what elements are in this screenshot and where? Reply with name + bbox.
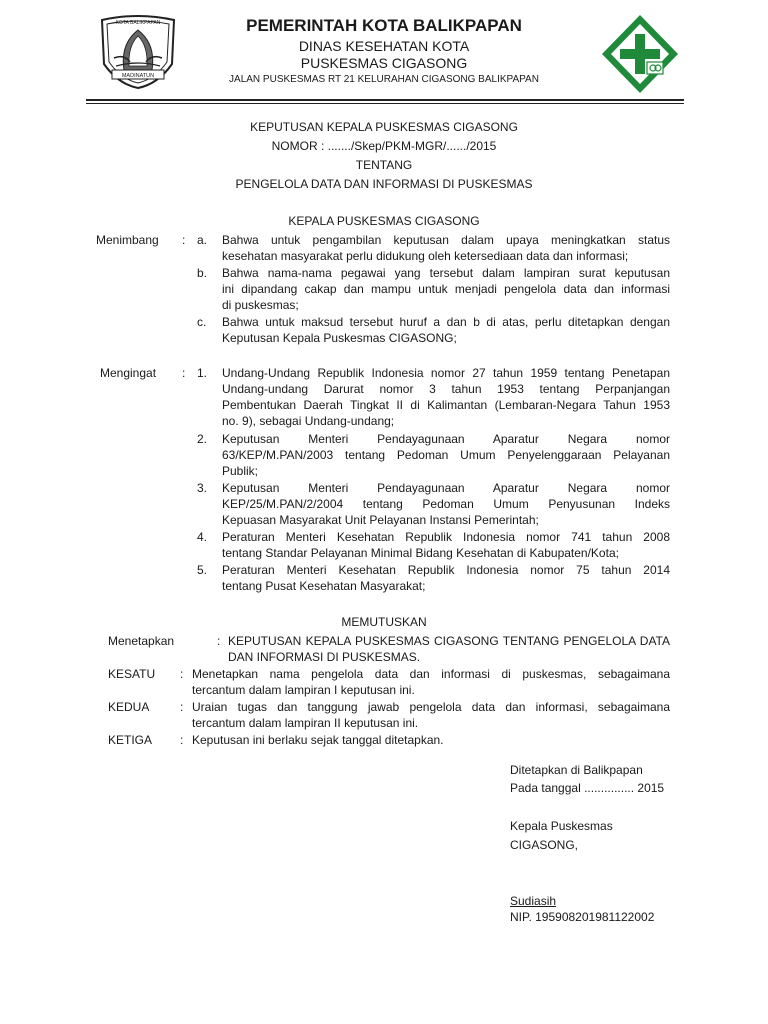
mengingat-marker: 2. (197, 432, 208, 446)
menimbang-marker: b. (197, 266, 208, 280)
letterhead-rule-thin (86, 103, 684, 104)
menimbang-marker: c. (197, 315, 207, 329)
memutuskan-colon: : (180, 733, 184, 747)
menimbang-marker: a. (197, 233, 208, 247)
letterhead-line1: PEMERINTAH KOTA BALIKPAPAN (246, 16, 522, 35)
mengingat-line: Undang-Undang Republik Indonesia nomor 27 tahun 1959 tentang Penetapan (222, 366, 670, 380)
letterhead-line2: DINAS KESEHATAN KOTA (298, 38, 470, 54)
mengingat-line: 63/KEP/M.PAN/2003 tentang Pedoman Umum Penyelenggaraan Pelayanan (222, 448, 670, 462)
crest-ring-text: KOTA BALIKPAPAN (115, 20, 161, 26)
mengingat-line: Pembentukan Daerah Tingkat II di Kalimantan (Lembaran-Negara Tahun 1953 (222, 398, 670, 412)
mengingat-marker: 5. (197, 563, 208, 577)
mengingat-line: tentang Pusat Kesehatan Masyarakat; (222, 579, 426, 593)
menimbang-line: kesehatan masyarakat perlu didukung oleh ketersediaan data dan informasi; (222, 249, 629, 263)
letterhead-address: JALAN PUSKESMAS RT 21 KELURAHAN CIGASONG BALIKPAPAN (229, 74, 539, 85)
memutuskan-line: KEPUTUSAN KEPALA PUSKESMAS CIGASONG TENTANG PENGELOLA DATA (228, 634, 670, 648)
mengingat-line: Keputusan Menteri Pendayagunaan Aparatur Negara nomor (222, 481, 670, 495)
letterhead-rule-thick (86, 99, 684, 101)
memutuskan-label: KETIGA (108, 733, 153, 747)
decree-number: NOMOR : ......./Skep/PKM-MGR/....../2015 (271, 139, 497, 153)
menimbang-colon: : (182, 233, 186, 247)
signature-name: Sudiasih (510, 894, 557, 908)
menimbang-line: Bahwa untuk pengambilan keputusan dalam upaya meningkatkan status (222, 233, 670, 247)
memutuskan-colon: : (180, 667, 184, 681)
mengingat-colon: : (182, 366, 186, 380)
memutuskan-colon: : (217, 634, 221, 648)
mengingat-line: KEP/25/M.PAN/2/2004 tentang Pedoman Umum Penyusunan Indeks (222, 497, 670, 511)
letterhead-line3: PUSKESMAS CIGASONG (300, 55, 468, 71)
menimbang-label: Menimbang (96, 233, 159, 247)
mengingat-marker: 3. (197, 481, 208, 495)
memutuskan-label: Menetapkan (108, 634, 175, 648)
decree-title: KEPUTUSAN KEPALA PUSKESMAS CIGASONG (250, 120, 518, 134)
signature-date: Pada tanggal ............... 2015 (510, 781, 665, 795)
memutuskan-line: tercantum dalam lampiran II keputusan ini. (192, 716, 419, 730)
mengingat-line: Peraturan Menteri Kesehatan Republik Indonesia nomor 741 tahun 2008 (222, 530, 670, 544)
signature-nip: NIP. 195908201981122002 (510, 910, 655, 924)
mengingat-line: Keputusan Menteri Pendayagunaan Aparatur Negara nomor (222, 432, 670, 446)
menimbang-line: ini dipandang cakap dan mampu untuk menjadi pengelola data dan informasi (222, 282, 670, 296)
menimbang-line: di puskesmas; (222, 298, 299, 312)
menimbang-line: Keputusan Kepala Puskesmas CIGASONG; (222, 331, 457, 345)
memutuskan-line: Menetapkan nama pengelola data dan informasi di puskesmas, sebagaimana (192, 667, 670, 681)
mengingat-line: Publik; (222, 464, 259, 478)
memutuskan-line: tercantum dalam lampiran I keputusan ini. (192, 683, 415, 697)
decree-tentang: TENTANG (355, 158, 413, 172)
mengingat-line: tentang Standar Pelayanan Minimal Bidang Kesehatan di Kabupaten/Kota; (222, 546, 619, 560)
crest-banner-text: MADINATUN (121, 73, 155, 79)
puskesmas-house-cross-icon (598, 12, 682, 96)
mengingat-marker: 1. (197, 366, 208, 380)
mengingat-line: no. 9), sebagai Undang-undang; (222, 414, 395, 428)
mengingat-line: Peraturan Menteri Kesehatan Republik Indonesia nomor 75 tahun 2014 (222, 563, 670, 577)
memutuskan-line: Uraian tugas dan tanggung jawab pengelola data dan informasi, sebagaimana (192, 700, 670, 714)
memutuskan-colon: : (180, 700, 184, 714)
memutuskan-line: Keputusan ini berlaku sejak tanggal ditetapkan. (192, 733, 444, 747)
memutuskan-label: KESATU (108, 667, 156, 681)
mengingat-label: Mengingat (100, 366, 157, 380)
signature-position-unit: CIGASONG, (510, 838, 579, 852)
memutuskan-heading: MEMUTUSKAN (341, 615, 427, 629)
signature-place: Ditetapkan di Balikpapan (510, 763, 643, 777)
menimbang-line: Bahwa nama-nama pegawai yang tersebut dalam lampiran surat keputusan (222, 266, 670, 280)
decree-authority: KEPALA PUSKESMAS CIGASONG (288, 214, 480, 228)
memutuskan-label: KEDUA (108, 700, 150, 714)
mengingat-line: Undang-undang Darurat nomor 3 tahun 1953 tentang Perpanjangan (222, 382, 670, 396)
menimbang-line: Bahwa untuk maksud tersebut huruf a dan b di atas, perlu ditetapkan dengan (222, 315, 670, 329)
signature-position: Kepala Puskesmas (510, 819, 613, 833)
decree-subject: PENGELOLA DATA DAN INFORMASI DI PUSKESMAS (235, 177, 533, 191)
mengingat-marker: 4. (197, 530, 208, 544)
memutuskan-line: DAN INFORMASI DI PUSKESMAS. (228, 650, 421, 664)
mengingat-line: Kepuasan Masyarakat Unit Pelayanan Instansi Pemerintah; (222, 513, 539, 527)
